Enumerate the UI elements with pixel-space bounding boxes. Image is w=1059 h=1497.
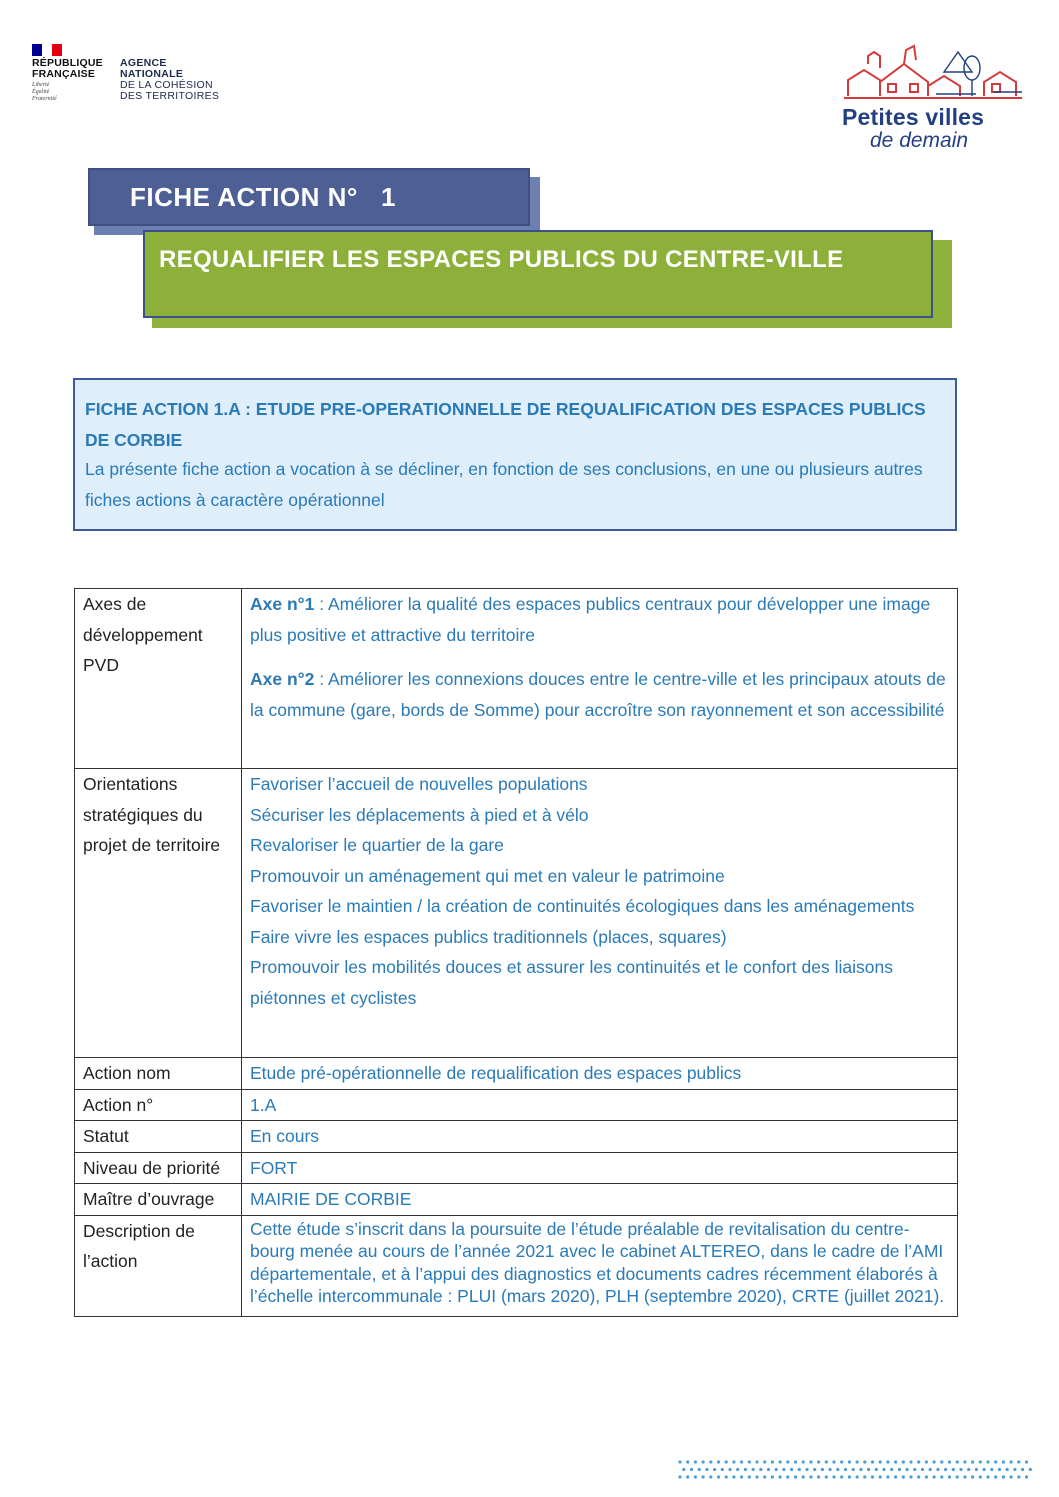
decorative-dot bbox=[728, 1468, 731, 1471]
action-n-label: Action n° bbox=[75, 1089, 242, 1121]
orientation-item: Promouvoir un aménagement qui met en valeur le patrimoine bbox=[250, 865, 725, 886]
orientation-item: Sécuriser les déplacements à pied et à vélo bbox=[250, 804, 589, 825]
action-nom-label: Action nom bbox=[75, 1058, 242, 1090]
decorative-dot bbox=[1025, 1475, 1028, 1478]
decorative-dot bbox=[702, 1460, 705, 1463]
decorative-dot bbox=[1025, 1460, 1028, 1463]
decorative-dot bbox=[848, 1460, 851, 1463]
decorative-dot bbox=[709, 1460, 712, 1463]
decorative-dot bbox=[1017, 1475, 1020, 1478]
petites-villes-de-demain-logo bbox=[838, 40, 1028, 160]
orientations-value bbox=[242, 769, 958, 1058]
decorative-dot bbox=[779, 1460, 782, 1463]
decorative-dot bbox=[940, 1475, 943, 1478]
action-details-table bbox=[74, 588, 958, 1317]
decorative-dot bbox=[794, 1460, 797, 1463]
decorative-dot bbox=[813, 1468, 816, 1471]
orientation-item: Faire vivre les espaces publics traditionnels (places, squares) bbox=[250, 926, 727, 947]
decorative-dot bbox=[917, 1475, 920, 1478]
decorative-dot bbox=[725, 1475, 728, 1478]
action-n-value: 1.A bbox=[242, 1089, 958, 1121]
decorative-dot bbox=[829, 1468, 832, 1471]
decorative-dot bbox=[821, 1468, 824, 1471]
decorative-dot bbox=[890, 1468, 893, 1471]
decorative-dot bbox=[863, 1460, 866, 1463]
decorative-dot bbox=[979, 1475, 982, 1478]
decorative-dot bbox=[736, 1468, 739, 1471]
republique-francaise-logo bbox=[32, 44, 262, 114]
description-value bbox=[242, 1215, 958, 1316]
republique-motto: Liberté Égalité Fraternité bbox=[32, 82, 57, 102]
decorative-dot bbox=[1010, 1475, 1013, 1478]
pvd-subtitle: de demain bbox=[870, 129, 969, 152]
decorative-dot bbox=[690, 1468, 693, 1471]
decorative-dot bbox=[802, 1460, 805, 1463]
decorative-dot bbox=[867, 1468, 870, 1471]
fiche-number-title: FICHE ACTION N° 1 bbox=[130, 182, 396, 212]
decorative-dot bbox=[940, 1460, 943, 1463]
decorative-dot bbox=[771, 1475, 774, 1478]
decorative-dot bbox=[744, 1468, 747, 1471]
anct-name: AGENCE NATIONALE DE LA COHÉSION DES TERRITOIRES bbox=[120, 57, 220, 102]
decorative-dot bbox=[802, 1475, 805, 1478]
decorative-dot bbox=[990, 1468, 993, 1471]
decorative-dot bbox=[682, 1468, 685, 1471]
decorative-dot bbox=[1002, 1475, 1005, 1478]
decorative-dot bbox=[809, 1475, 812, 1478]
table-row bbox=[75, 1121, 958, 1153]
decorative-dot bbox=[921, 1468, 924, 1471]
orientation-item: Favoriser le maintien / la création de continuités écologiques dans les aménagements bbox=[250, 896, 915, 916]
decorative-dot bbox=[840, 1475, 843, 1478]
decorative-dot bbox=[998, 1468, 1001, 1471]
priorite-value: FORT bbox=[242, 1152, 958, 1184]
decorative-dot bbox=[875, 1468, 878, 1471]
decorative-dot bbox=[902, 1475, 905, 1478]
decorative-dot bbox=[956, 1460, 959, 1463]
decorative-dot bbox=[1006, 1468, 1009, 1471]
decorative-dot bbox=[686, 1475, 689, 1478]
decorative-dot bbox=[825, 1460, 828, 1463]
decorative-dot bbox=[925, 1460, 928, 1463]
fiche-number-banner bbox=[88, 168, 530, 226]
description-label: Description de l’action bbox=[75, 1215, 242, 1316]
decorative-dot bbox=[713, 1468, 716, 1471]
decorative-dot bbox=[786, 1475, 789, 1478]
action-nom-value: Etude pré-opérationnelle de requalification des espaces publics bbox=[242, 1058, 958, 1090]
decorative-dot bbox=[952, 1468, 955, 1471]
decorative-dot bbox=[986, 1460, 989, 1463]
decorative-dot bbox=[709, 1475, 712, 1478]
axes-value bbox=[242, 589, 958, 769]
decorative-dot bbox=[775, 1468, 778, 1471]
decorative-dot bbox=[1017, 1460, 1020, 1463]
table-row bbox=[75, 769, 958, 1058]
republique-name: RÉPUBLIQUE FRANÇAISE bbox=[32, 57, 103, 80]
decorative-dot bbox=[917, 1460, 920, 1463]
decorative-dot bbox=[840, 1460, 843, 1463]
decorative-dot bbox=[686, 1460, 689, 1463]
decorative-dot bbox=[721, 1468, 724, 1471]
decorative-dot bbox=[759, 1468, 762, 1471]
statut-value: En cours bbox=[242, 1121, 958, 1153]
decorative-dot bbox=[698, 1468, 701, 1471]
decorative-dot bbox=[782, 1468, 785, 1471]
decorative-dot bbox=[967, 1468, 970, 1471]
decorative-dot bbox=[678, 1460, 681, 1463]
decorative-dot bbox=[755, 1460, 758, 1463]
axe-1: Axe n°1 : Améliorer la qualité des espaces publics centraux pour développer une image plus positive et attractive du territoire bbox=[250, 594, 931, 645]
decorative-dot bbox=[994, 1475, 997, 1478]
decorative-dot bbox=[994, 1460, 997, 1463]
decorative-dot bbox=[852, 1468, 855, 1471]
decorative-dot bbox=[979, 1460, 982, 1463]
decorative-dot bbox=[948, 1475, 951, 1478]
axe-2: Axe n°2 : Améliorer les connexions douces entre le centre-ville et les principaux atouts de la commune (gare, bords de Somme) pour accroître son rayonnement et son accessibilité bbox=[250, 669, 946, 720]
decorative-dot bbox=[902, 1460, 905, 1463]
statut-label: Statut bbox=[75, 1121, 242, 1153]
decorative-dot bbox=[971, 1475, 974, 1478]
decorative-dot bbox=[906, 1468, 909, 1471]
decorative-dot bbox=[805, 1468, 808, 1471]
orientation-item: Favoriser l’accueil de nouvelles populations bbox=[250, 774, 588, 794]
decorative-dot bbox=[971, 1460, 974, 1463]
maitre-ouvrage-label: Maître d’ouvrage bbox=[75, 1184, 242, 1216]
orientation-item: Promouvoir les mobilités douces et assurer les continuités et le confort des liaisons piétonnes et cyclistes bbox=[250, 957, 893, 1008]
table-row bbox=[75, 1058, 958, 1090]
decorative-dot bbox=[879, 1475, 882, 1478]
decorative-dots-icon bbox=[676, 1458, 1038, 1482]
decorative-dot bbox=[748, 1460, 751, 1463]
sub-action-title: FICHE ACTION 1.A : ETUDE PRE-OPERATIONNELLE DE REQUALIFICATION DES ESPACES PUBLICS DE CORBIE bbox=[85, 399, 926, 450]
decorative-dot bbox=[748, 1475, 751, 1478]
decorative-dot bbox=[863, 1475, 866, 1478]
decorative-dot bbox=[925, 1475, 928, 1478]
decorative-dot bbox=[752, 1468, 755, 1471]
decorative-dot bbox=[740, 1460, 743, 1463]
decorative-dot bbox=[844, 1468, 847, 1471]
decorative-dot bbox=[836, 1468, 839, 1471]
decorative-dot bbox=[975, 1468, 978, 1471]
fiche-subtitle: REQUALIFIER LES ESPACES PUBLICS DU CENTRE-VILLE bbox=[159, 246, 844, 273]
decorative-dot bbox=[786, 1460, 789, 1463]
table-row bbox=[75, 1152, 958, 1184]
decorative-dot bbox=[732, 1460, 735, 1463]
table-row bbox=[75, 589, 958, 769]
decorative-dot bbox=[956, 1475, 959, 1478]
decorative-dot bbox=[832, 1475, 835, 1478]
maitre-ouvrage-value: MAIRIE DE CORBIE bbox=[242, 1184, 958, 1216]
decorative-dot bbox=[817, 1475, 820, 1478]
decorative-dot bbox=[771, 1460, 774, 1463]
decorative-dot bbox=[763, 1475, 766, 1478]
table-row bbox=[75, 1215, 958, 1316]
decorative-dot bbox=[933, 1460, 936, 1463]
decorative-dot bbox=[767, 1468, 770, 1471]
decorative-dot bbox=[986, 1475, 989, 1478]
decorative-dot bbox=[1002, 1460, 1005, 1463]
orientations-label: Orientations stratégiques du projet de territoire bbox=[75, 769, 242, 1058]
decorative-dot bbox=[848, 1475, 851, 1478]
decorative-dot bbox=[929, 1468, 932, 1471]
sub-action-description: La présente fiche action a vocation à se décliner, en fonction de ses conclusions, en une ou plusieurs autres fiches actions à caractère opérationnel bbox=[85, 459, 923, 510]
decorative-dot bbox=[1010, 1460, 1013, 1463]
village-icon bbox=[844, 42, 1024, 104]
decorative-dot bbox=[705, 1468, 708, 1471]
decorative-dot bbox=[832, 1460, 835, 1463]
decorative-dot bbox=[779, 1475, 782, 1478]
decorative-dot bbox=[886, 1460, 889, 1463]
decorative-dot bbox=[944, 1468, 947, 1471]
decorative-dot bbox=[717, 1475, 720, 1478]
decorative-dot bbox=[871, 1475, 874, 1478]
decorative-dot bbox=[913, 1468, 916, 1471]
table-row bbox=[75, 1184, 958, 1216]
sub-action-box bbox=[73, 378, 957, 531]
decorative-dot bbox=[963, 1460, 966, 1463]
decorative-dot bbox=[886, 1475, 889, 1478]
decorative-dot bbox=[1021, 1468, 1024, 1471]
decorative-dot bbox=[936, 1468, 939, 1471]
decorative-dot bbox=[694, 1475, 697, 1478]
decorative-dot bbox=[717, 1460, 720, 1463]
decorative-dot bbox=[1013, 1468, 1016, 1471]
decorative-dot bbox=[859, 1468, 862, 1471]
decorative-dot bbox=[798, 1468, 801, 1471]
decorative-dot bbox=[732, 1475, 735, 1478]
decorative-dot bbox=[1029, 1468, 1032, 1471]
decorative-dot bbox=[948, 1460, 951, 1463]
decorative-dot bbox=[825, 1475, 828, 1478]
decorative-dot bbox=[740, 1475, 743, 1478]
decorative-dot bbox=[694, 1460, 697, 1463]
fiche-subtitle-banner bbox=[143, 230, 933, 318]
axes-label: Axes de développement PVD bbox=[75, 589, 242, 769]
decorative-dot bbox=[963, 1475, 966, 1478]
decorative-dot bbox=[983, 1468, 986, 1471]
priorite-label: Niveau de priorité bbox=[75, 1152, 242, 1184]
decorative-dot bbox=[794, 1475, 797, 1478]
decorative-dot bbox=[882, 1468, 885, 1471]
decorative-dot bbox=[809, 1460, 812, 1463]
decorative-dot bbox=[909, 1460, 912, 1463]
decorative-dot bbox=[959, 1468, 962, 1471]
description-text: Cette étude s’inscrit dans la poursuite de l’étude préalable de revitalisation du centre-bourg menée au cours de l’année 2021 avec le cabinet ALTEREO, dans le cadre de l’AMI départementale, et à l’appui des diagnostics et documents cadres récemment élaborés à l’échelle intercommunale : PLUI (mars 2020), PLH (septembre 2020), CRTE (juillet 2021). bbox=[250, 1218, 945, 1306]
decorative-dot bbox=[909, 1475, 912, 1478]
decorative-dot bbox=[678, 1475, 681, 1478]
decorative-dot bbox=[763, 1460, 766, 1463]
decorative-dot bbox=[898, 1468, 901, 1471]
orientation-item: Revaloriser le quartier de la gare bbox=[250, 835, 504, 855]
decorative-dot bbox=[894, 1475, 897, 1478]
decorative-dot bbox=[856, 1460, 859, 1463]
french-flag-icon bbox=[32, 44, 62, 56]
decorative-dot bbox=[933, 1475, 936, 1478]
decorative-dot bbox=[702, 1475, 705, 1478]
decorative-dot bbox=[790, 1468, 793, 1471]
decorative-dot bbox=[879, 1460, 882, 1463]
pvd-title: Petites villes bbox=[842, 104, 985, 130]
decorative-dot bbox=[871, 1460, 874, 1463]
table-row bbox=[75, 1089, 958, 1121]
decorative-dot bbox=[856, 1475, 859, 1478]
decorative-dot bbox=[817, 1460, 820, 1463]
decorative-dot bbox=[894, 1460, 897, 1463]
decorative-dot bbox=[755, 1475, 758, 1478]
decorative-dot bbox=[725, 1460, 728, 1463]
